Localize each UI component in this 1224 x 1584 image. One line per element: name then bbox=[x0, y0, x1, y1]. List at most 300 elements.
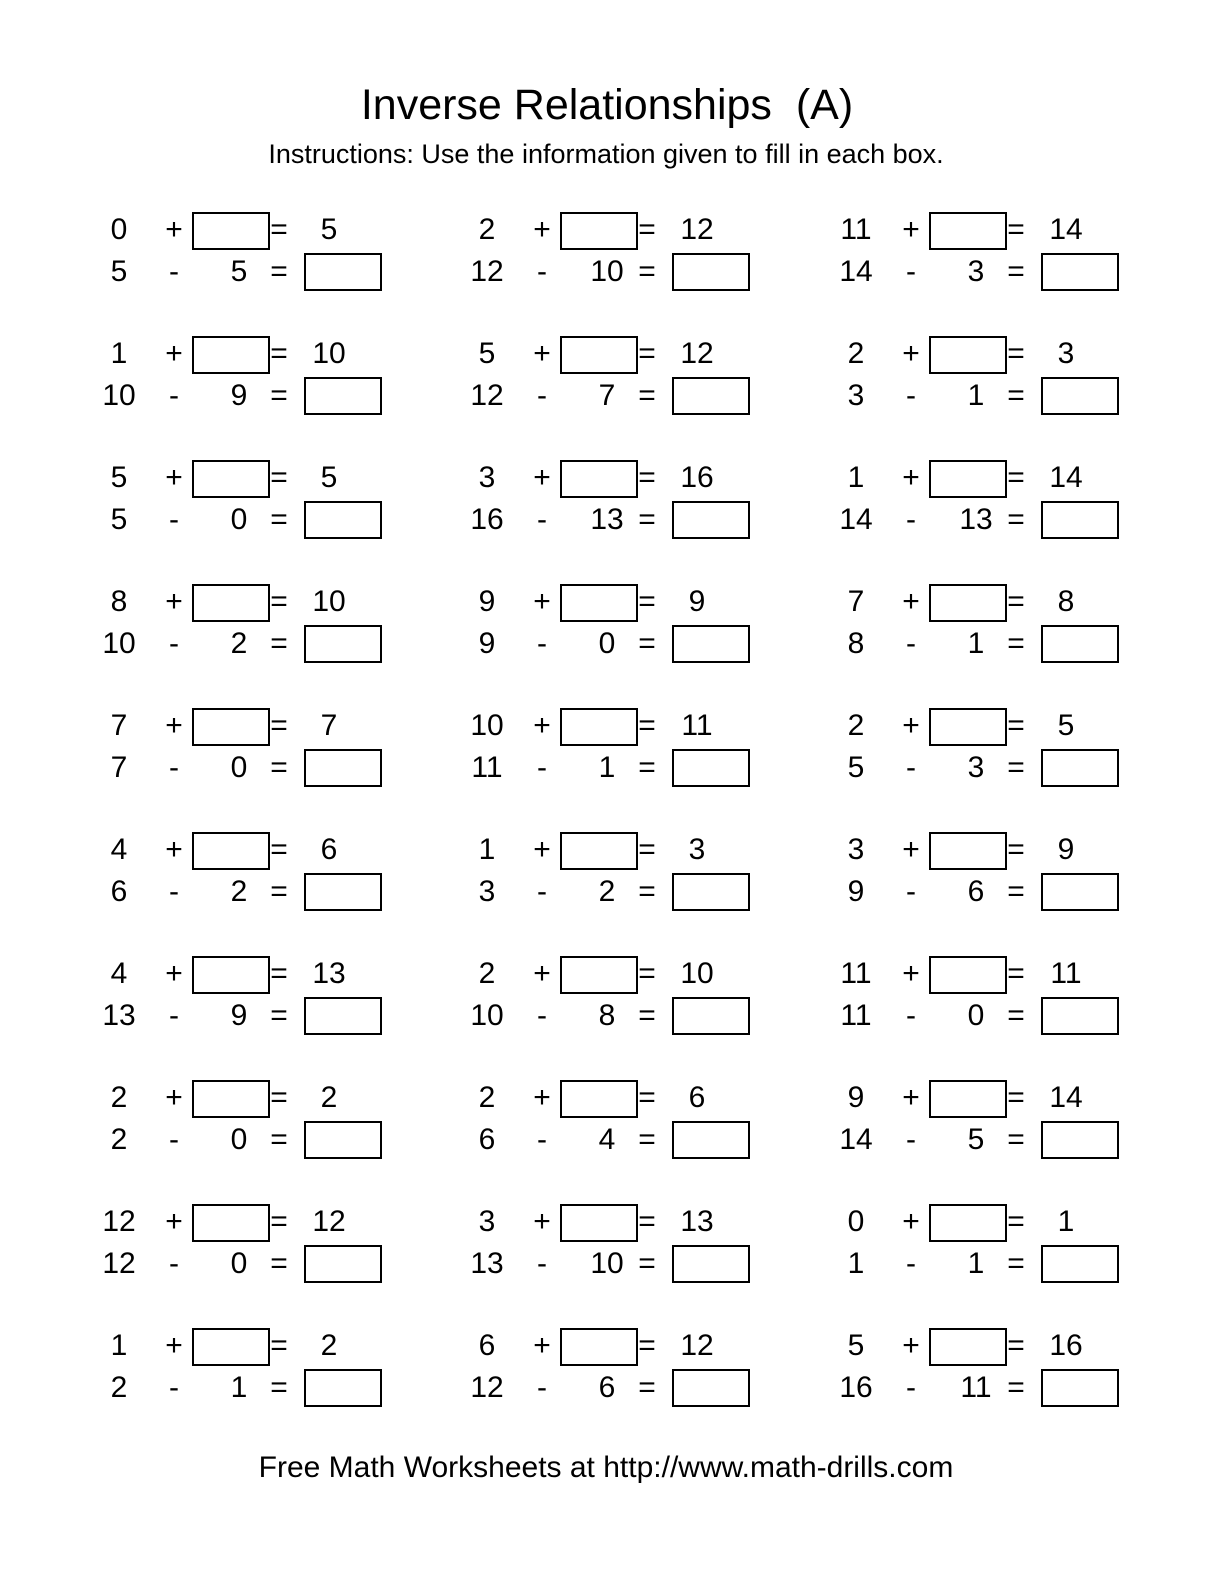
equals-sign: = bbox=[1007, 999, 1025, 1032]
answer-box-addend[interactable] bbox=[192, 832, 270, 870]
minus-sign: - bbox=[537, 875, 547, 908]
subtrahend-number: 6 bbox=[598, 1371, 616, 1404]
addend-number: 7 bbox=[110, 709, 128, 742]
equals-sign: = bbox=[638, 379, 656, 412]
equals-sign: = bbox=[1007, 957, 1025, 990]
equals-sign: = bbox=[270, 957, 288, 990]
plus-sign: + bbox=[165, 585, 183, 618]
equals-sign: = bbox=[270, 503, 288, 536]
sum-number: 16 bbox=[1049, 1329, 1083, 1362]
answer-box-difference[interactable] bbox=[672, 873, 750, 911]
equals-sign: = bbox=[638, 503, 656, 536]
answer-box-difference[interactable] bbox=[672, 1369, 750, 1407]
minus-sign: - bbox=[169, 255, 179, 288]
answer-box-difference[interactable] bbox=[1041, 873, 1119, 911]
addend-number: 3 bbox=[478, 461, 496, 494]
sum-number: 5 bbox=[320, 213, 338, 246]
sum-number: 11 bbox=[1050, 957, 1082, 990]
subtrahend-number: 1 bbox=[598, 751, 616, 784]
minuend-number: 14 bbox=[839, 1123, 873, 1156]
equals-sign: = bbox=[1007, 833, 1025, 866]
answer-box-difference[interactable] bbox=[304, 749, 382, 787]
plus-sign: + bbox=[165, 1081, 183, 1114]
subtrahend-number: 1 bbox=[967, 627, 985, 660]
plus-sign: + bbox=[902, 1081, 920, 1114]
problem bbox=[89, 818, 399, 908]
answer-box-addend[interactable] bbox=[560, 212, 638, 250]
minus-sign: - bbox=[169, 627, 179, 660]
equals-sign: = bbox=[270, 627, 288, 660]
equals-sign: = bbox=[638, 1329, 656, 1362]
problem bbox=[826, 198, 1136, 288]
problem bbox=[89, 198, 399, 288]
problem bbox=[826, 694, 1136, 784]
equals-sign: = bbox=[1007, 1205, 1025, 1238]
equals-sign: = bbox=[270, 461, 288, 494]
answer-box-addend[interactable] bbox=[560, 1080, 638, 1118]
answer-box-difference[interactable] bbox=[672, 501, 750, 539]
plus-sign: + bbox=[165, 461, 183, 494]
answer-box-difference[interactable] bbox=[672, 625, 750, 663]
sum-number: 12 bbox=[312, 1205, 346, 1238]
subtrahend-number: 0 bbox=[230, 503, 248, 536]
addend-number: 12 bbox=[102, 1205, 136, 1238]
answer-box-difference[interactable] bbox=[672, 749, 750, 787]
subtrahend-number: 8 bbox=[598, 999, 616, 1032]
minuend-number: 10 bbox=[102, 627, 136, 660]
equals-sign: = bbox=[270, 379, 288, 412]
problem bbox=[826, 942, 1136, 1032]
plus-sign: + bbox=[902, 337, 920, 370]
equals-sign: = bbox=[638, 1081, 656, 1114]
subtrahend-number: 3 bbox=[967, 255, 985, 288]
minuend-number: 6 bbox=[110, 875, 128, 908]
subtrahend-number: 7 bbox=[598, 379, 616, 412]
sum-number: 13 bbox=[680, 1205, 714, 1238]
sum-number: 6 bbox=[320, 833, 338, 866]
plus-sign: + bbox=[902, 585, 920, 618]
minuend-number: 11 bbox=[840, 999, 872, 1032]
plus-sign: + bbox=[533, 1329, 551, 1362]
plus-sign: + bbox=[533, 1081, 551, 1114]
addend-number: 0 bbox=[847, 1205, 865, 1238]
answer-box-addend[interactable] bbox=[560, 1328, 638, 1366]
answer-box-addend[interactable] bbox=[192, 708, 270, 746]
minus-sign: - bbox=[906, 1371, 916, 1404]
minus-sign: - bbox=[906, 751, 916, 784]
answer-box-difference[interactable] bbox=[304, 377, 382, 415]
answer-box-addend[interactable] bbox=[929, 1328, 1007, 1366]
sum-number: 10 bbox=[312, 337, 346, 370]
equals-sign: = bbox=[270, 337, 288, 370]
subtrahend-number: 5 bbox=[967, 1123, 985, 1156]
answer-box-difference[interactable] bbox=[672, 1245, 750, 1283]
minuend-number: 13 bbox=[470, 1247, 504, 1280]
answer-box-difference[interactable] bbox=[304, 1245, 382, 1283]
answer-box-addend[interactable] bbox=[929, 956, 1007, 994]
addend-number: 5 bbox=[847, 1329, 865, 1362]
equals-sign: = bbox=[638, 585, 656, 618]
subtrahend-number: 2 bbox=[230, 875, 248, 908]
minuend-number: 5 bbox=[110, 255, 128, 288]
equals-sign: = bbox=[270, 255, 288, 288]
plus-sign: + bbox=[165, 337, 183, 370]
equals-sign: = bbox=[1007, 337, 1025, 370]
answer-box-addend[interactable] bbox=[929, 1080, 1007, 1118]
equals-sign: = bbox=[638, 1247, 656, 1280]
addend-number: 1 bbox=[110, 337, 128, 370]
answer-box-difference[interactable] bbox=[304, 501, 382, 539]
sum-number: 1 bbox=[1057, 1205, 1075, 1238]
minuend-number: 5 bbox=[110, 503, 128, 536]
answer-box-difference[interactable] bbox=[1041, 253, 1119, 291]
answer-box-difference[interactable] bbox=[672, 377, 750, 415]
subtrahend-number: 0 bbox=[230, 751, 248, 784]
addend-number: 2 bbox=[847, 709, 865, 742]
plus-sign: + bbox=[165, 1205, 183, 1238]
minuend-number: 3 bbox=[847, 379, 865, 412]
minus-sign: - bbox=[537, 503, 547, 536]
minus-sign: - bbox=[537, 627, 547, 660]
sum-number: 14 bbox=[1049, 461, 1083, 494]
addend-number: 2 bbox=[478, 957, 496, 990]
sum-number: 2 bbox=[320, 1081, 338, 1114]
subtrahend-number: 13 bbox=[959, 503, 993, 536]
equals-sign: = bbox=[1007, 1123, 1025, 1156]
equals-sign: = bbox=[270, 1247, 288, 1280]
minuend-number: 16 bbox=[839, 1371, 873, 1404]
addend-number: 5 bbox=[478, 337, 496, 370]
addend-number: 4 bbox=[110, 833, 128, 866]
problem bbox=[89, 942, 399, 1032]
sum-number: 8 bbox=[1057, 585, 1075, 618]
problem bbox=[826, 1066, 1136, 1156]
minuend-number: 8 bbox=[847, 627, 865, 660]
minus-sign: - bbox=[169, 503, 179, 536]
addend-number: 3 bbox=[847, 833, 865, 866]
equals-sign: = bbox=[1007, 751, 1025, 784]
plus-sign: + bbox=[902, 709, 920, 742]
plus-sign: + bbox=[533, 957, 551, 990]
footer-text: Free Math Worksheets at http://www.math-drills.com bbox=[258, 1451, 954, 1484]
minus-sign: - bbox=[169, 875, 179, 908]
subtrahend-number: 10 bbox=[590, 1247, 624, 1280]
subtrahend-number: 0 bbox=[598, 627, 616, 660]
problem bbox=[457, 818, 767, 908]
subtrahend-number: 9 bbox=[230, 999, 248, 1032]
answer-box-addend[interactable] bbox=[560, 956, 638, 994]
answer-box-difference[interactable] bbox=[672, 253, 750, 291]
answer-box-addend[interactable] bbox=[560, 1204, 638, 1242]
equals-sign: = bbox=[638, 627, 656, 660]
answer-box-addend[interactable] bbox=[560, 708, 638, 746]
equals-sign: = bbox=[638, 709, 656, 742]
minuend-number: 7 bbox=[110, 751, 128, 784]
subtrahend-number: 1 bbox=[230, 1371, 248, 1404]
equals-sign: = bbox=[1007, 875, 1025, 908]
answer-box-difference[interactable] bbox=[304, 625, 382, 663]
equals-sign: = bbox=[1007, 213, 1025, 246]
plus-sign: + bbox=[533, 833, 551, 866]
answer-box-addend[interactable] bbox=[192, 336, 270, 374]
equals-sign: = bbox=[270, 709, 288, 742]
equals-sign: = bbox=[638, 213, 656, 246]
addend-number: 4 bbox=[110, 957, 128, 990]
minuend-number: 16 bbox=[470, 503, 504, 536]
problem bbox=[457, 1066, 767, 1156]
answer-box-difference[interactable] bbox=[672, 997, 750, 1035]
equals-sign: = bbox=[638, 957, 656, 990]
answer-box-difference[interactable] bbox=[304, 1369, 382, 1407]
subtrahend-number: 1 bbox=[967, 1247, 985, 1280]
answer-box-addend[interactable] bbox=[192, 956, 270, 994]
addend-number: 6 bbox=[478, 1329, 496, 1362]
problem bbox=[826, 322, 1136, 412]
answer-box-addend[interactable] bbox=[560, 584, 638, 622]
problem bbox=[826, 1190, 1136, 1280]
answer-box-addend[interactable] bbox=[929, 460, 1007, 498]
sum-number: 5 bbox=[320, 461, 338, 494]
problem bbox=[826, 446, 1136, 536]
subtrahend-number: 0 bbox=[967, 999, 985, 1032]
minus-sign: - bbox=[537, 1123, 547, 1156]
equals-sign: = bbox=[1007, 1081, 1025, 1114]
answer-box-difference[interactable] bbox=[304, 253, 382, 291]
problem bbox=[826, 818, 1136, 908]
minus-sign: - bbox=[169, 751, 179, 784]
plus-sign: + bbox=[902, 833, 920, 866]
addend-number: 2 bbox=[478, 213, 496, 246]
equals-sign: = bbox=[270, 585, 288, 618]
sum-number: 13 bbox=[312, 957, 346, 990]
problem bbox=[89, 694, 399, 784]
problem bbox=[89, 1190, 399, 1280]
plus-sign: + bbox=[533, 1205, 551, 1238]
answer-box-addend[interactable] bbox=[560, 336, 638, 374]
minuend-number: 2 bbox=[110, 1123, 128, 1156]
answer-box-addend[interactable] bbox=[192, 460, 270, 498]
equals-sign: = bbox=[638, 751, 656, 784]
equals-sign: = bbox=[638, 1371, 656, 1404]
sum-number: 7 bbox=[320, 709, 338, 742]
addend-number: 7 bbox=[847, 585, 865, 618]
answer-box-difference[interactable] bbox=[1041, 749, 1119, 787]
equals-sign: = bbox=[270, 833, 288, 866]
equals-sign: = bbox=[1007, 1371, 1025, 1404]
answer-box-addend[interactable] bbox=[929, 336, 1007, 374]
minuend-number: 12 bbox=[102, 1247, 136, 1280]
addend-number: 9 bbox=[847, 1081, 865, 1114]
minuend-number: 9 bbox=[478, 627, 496, 660]
minuend-number: 10 bbox=[470, 999, 504, 1032]
answer-box-difference[interactable] bbox=[1041, 501, 1119, 539]
answer-box-difference[interactable] bbox=[304, 997, 382, 1035]
sum-number: 9 bbox=[1057, 833, 1075, 866]
equals-sign: = bbox=[638, 875, 656, 908]
minus-sign: - bbox=[906, 1123, 916, 1156]
equals-sign: = bbox=[1007, 255, 1025, 288]
equals-sign: = bbox=[638, 255, 656, 288]
sum-number: 11 bbox=[681, 709, 713, 742]
minus-sign: - bbox=[169, 999, 179, 1032]
minus-sign: - bbox=[906, 627, 916, 660]
answer-box-addend[interactable] bbox=[192, 212, 270, 250]
addend-number: 5 bbox=[110, 461, 128, 494]
answer-box-difference[interactable] bbox=[304, 1121, 382, 1159]
sum-number: 3 bbox=[688, 833, 706, 866]
minuend-number: 6 bbox=[478, 1123, 496, 1156]
plus-sign: + bbox=[533, 461, 551, 494]
sum-number: 14 bbox=[1049, 213, 1083, 246]
subtrahend-number: 10 bbox=[590, 255, 624, 288]
equals-sign: = bbox=[638, 833, 656, 866]
answer-box-difference[interactable] bbox=[304, 873, 382, 911]
minus-sign: - bbox=[906, 1247, 916, 1280]
addend-number: 3 bbox=[478, 1205, 496, 1238]
problem bbox=[457, 1190, 767, 1280]
answer-box-difference[interactable] bbox=[1041, 1121, 1119, 1159]
minus-sign: - bbox=[906, 503, 916, 536]
subtrahend-number: 1 bbox=[967, 379, 985, 412]
addend-number: 10 bbox=[470, 709, 504, 742]
answer-box-addend[interactable] bbox=[192, 1204, 270, 1242]
answer-box-addend[interactable] bbox=[929, 1204, 1007, 1242]
answer-box-difference[interactable] bbox=[1041, 625, 1119, 663]
minus-sign: - bbox=[537, 751, 547, 784]
instructions-text: Instructions: Use the information given to fill in each box. bbox=[268, 139, 944, 169]
minus-sign: - bbox=[537, 255, 547, 288]
plus-sign: + bbox=[533, 709, 551, 742]
sum-number: 16 bbox=[680, 461, 714, 494]
sum-number: 12 bbox=[680, 337, 714, 370]
answer-box-addend[interactable] bbox=[929, 212, 1007, 250]
minus-sign: - bbox=[537, 1371, 547, 1404]
equals-sign: = bbox=[270, 751, 288, 784]
addend-number: 1 bbox=[110, 1329, 128, 1362]
answer-box-difference[interactable] bbox=[1041, 377, 1119, 415]
subtrahend-number: 3 bbox=[967, 751, 985, 784]
equals-sign: = bbox=[270, 1329, 288, 1362]
addend-number: 8 bbox=[110, 585, 128, 618]
sum-number: 5 bbox=[1057, 709, 1075, 742]
subtrahend-number: 11 bbox=[960, 1371, 992, 1404]
sum-number: 9 bbox=[688, 585, 706, 618]
plus-sign: + bbox=[533, 213, 551, 246]
equals-sign: = bbox=[638, 1123, 656, 1156]
plus-sign: + bbox=[165, 709, 183, 742]
answer-box-difference[interactable] bbox=[1041, 1369, 1119, 1407]
minuend-number: 12 bbox=[470, 379, 504, 412]
subtrahend-number: 13 bbox=[590, 503, 624, 536]
equals-sign: = bbox=[270, 1123, 288, 1156]
answer-box-addend[interactable] bbox=[560, 460, 638, 498]
problem bbox=[89, 322, 399, 412]
sum-number: 14 bbox=[1049, 1081, 1083, 1114]
problem bbox=[89, 446, 399, 536]
addend-number: 2 bbox=[847, 337, 865, 370]
equals-sign: = bbox=[270, 875, 288, 908]
addend-number: 1 bbox=[847, 461, 865, 494]
subtrahend-number: 4 bbox=[598, 1123, 616, 1156]
equals-sign: = bbox=[1007, 585, 1025, 618]
answer-box-addend[interactable] bbox=[929, 708, 1007, 746]
plus-sign: + bbox=[165, 1329, 183, 1362]
equals-sign: = bbox=[1007, 503, 1025, 536]
plus-sign: + bbox=[902, 957, 920, 990]
problem bbox=[457, 322, 767, 412]
minuend-number: 3 bbox=[478, 875, 496, 908]
problem bbox=[89, 1066, 399, 1156]
minus-sign: - bbox=[537, 999, 547, 1032]
equals-sign: = bbox=[270, 1371, 288, 1404]
minuend-number: 12 bbox=[470, 1371, 504, 1404]
problem bbox=[89, 570, 399, 660]
sum-number: 3 bbox=[1057, 337, 1075, 370]
answer-box-addend[interactable] bbox=[192, 1328, 270, 1366]
subtrahend-number: 2 bbox=[598, 875, 616, 908]
equals-sign: = bbox=[1007, 709, 1025, 742]
answer-box-difference[interactable] bbox=[672, 1121, 750, 1159]
minus-sign: - bbox=[906, 999, 916, 1032]
plus-sign: + bbox=[902, 461, 920, 494]
sum-number: 10 bbox=[312, 585, 346, 618]
answer-box-addend[interactable] bbox=[929, 584, 1007, 622]
problem bbox=[89, 1314, 399, 1404]
equals-sign: = bbox=[638, 337, 656, 370]
minuend-number: 5 bbox=[847, 751, 865, 784]
problem bbox=[826, 1314, 1136, 1404]
minus-sign: - bbox=[169, 1123, 179, 1156]
answer-box-addend[interactable] bbox=[560, 832, 638, 870]
addend-number: 1 bbox=[478, 833, 496, 866]
equals-sign: = bbox=[270, 1081, 288, 1114]
minuend-number: 12 bbox=[470, 255, 504, 288]
addend-number: 2 bbox=[478, 1081, 496, 1114]
minus-sign: - bbox=[169, 379, 179, 412]
plus-sign: + bbox=[902, 1205, 920, 1238]
addend-number: 11 bbox=[840, 957, 872, 990]
plus-sign: + bbox=[165, 213, 183, 246]
sum-number: 2 bbox=[320, 1329, 338, 1362]
worksheet-title: Inverse Relationships (A) bbox=[360, 81, 854, 129]
minus-sign: - bbox=[537, 379, 547, 412]
answer-box-addend[interactable] bbox=[192, 1080, 270, 1118]
answer-box-addend[interactable] bbox=[192, 584, 270, 622]
answer-box-difference[interactable] bbox=[1041, 1245, 1119, 1283]
equals-sign: = bbox=[270, 999, 288, 1032]
minuend-number: 11 bbox=[471, 751, 503, 784]
answer-box-addend[interactable] bbox=[929, 832, 1007, 870]
minuend-number: 2 bbox=[110, 1371, 128, 1404]
equals-sign: = bbox=[1007, 1247, 1025, 1280]
minuend-number: 9 bbox=[847, 875, 865, 908]
equals-sign: = bbox=[638, 1205, 656, 1238]
sum-number: 6 bbox=[688, 1081, 706, 1114]
sum-number: 10 bbox=[680, 957, 714, 990]
subtrahend-number: 0 bbox=[230, 1247, 248, 1280]
answer-box-difference[interactable] bbox=[1041, 997, 1119, 1035]
equals-sign: = bbox=[1007, 461, 1025, 494]
equals-sign: = bbox=[1007, 627, 1025, 660]
addend-number: 9 bbox=[478, 585, 496, 618]
subtrahend-number: 6 bbox=[967, 875, 985, 908]
plus-sign: + bbox=[533, 585, 551, 618]
problem bbox=[457, 446, 767, 536]
equals-sign: = bbox=[1007, 1329, 1025, 1362]
equals-sign: = bbox=[270, 1205, 288, 1238]
equals-sign: = bbox=[638, 999, 656, 1032]
minus-sign: - bbox=[537, 1247, 547, 1280]
